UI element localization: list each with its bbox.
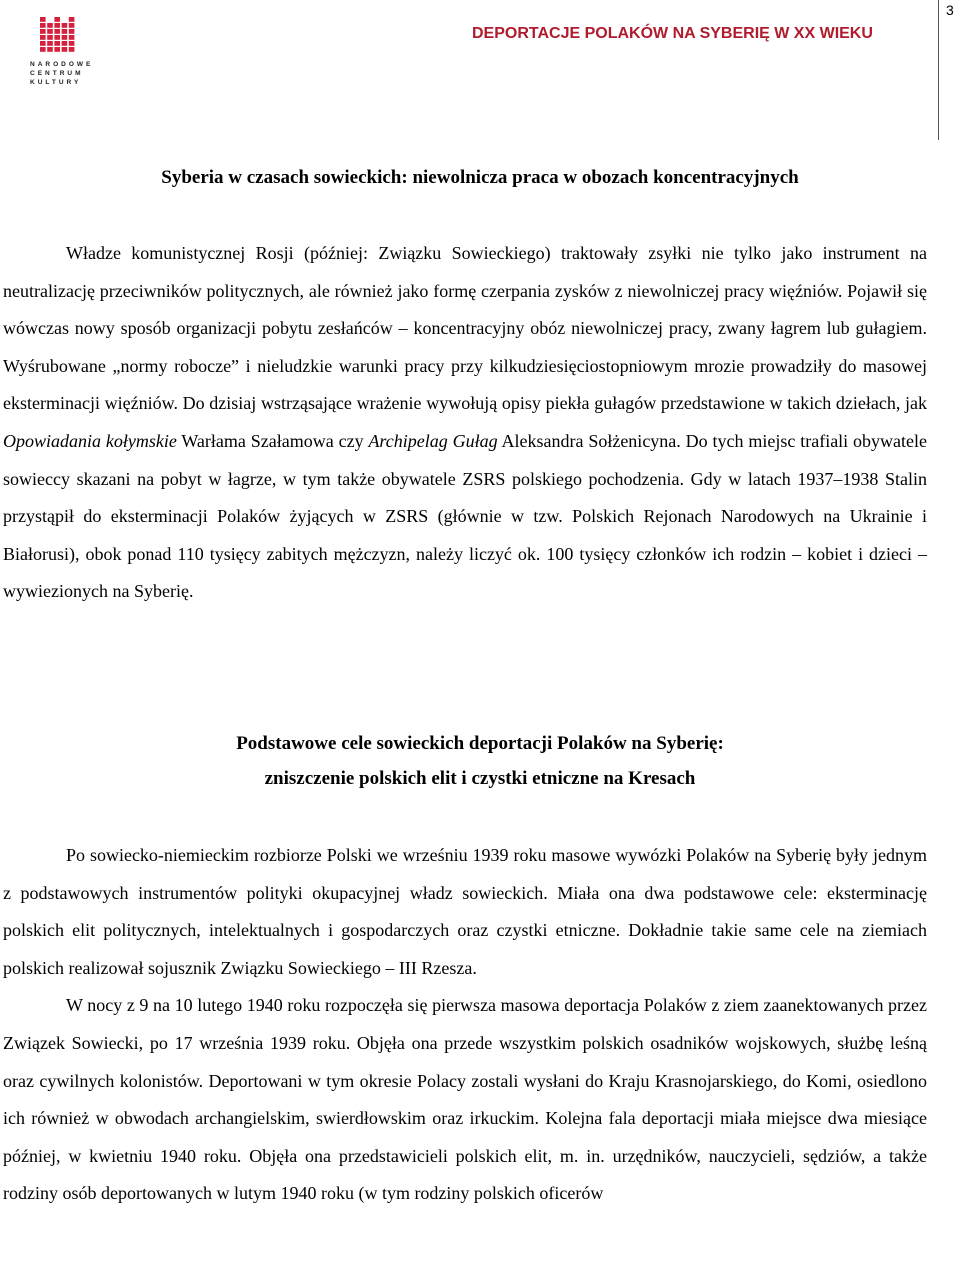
italic-title: Archipelag Gułag (368, 430, 498, 451)
section-body (3, 235, 927, 611)
logo-square (40, 47, 46, 52)
logo-square (47, 47, 53, 52)
logo-square (62, 29, 68, 34)
crown-logo-icon (36, 16, 80, 54)
logo-square (54, 47, 60, 52)
text-run: Po sowiecko-niemieckim rozbiorze Polski we wrześniu 1939 roku masowe wywózki Polaków na Syberię były jednym z podstawowych instrumentów polityki okupacyjnej władz sowieckich. Miała ona dwa podstawowe cele: eksterminację polskich elit politycznych, intelektualnych i gospodarczych oraz czystki etniczne. Dokładnie takie same cele na ziemiach polskich realizował sojusznik Związku Sowieckiego – III Rzesza. (3, 845, 927, 978)
logo-text-line: NARODOWE (30, 61, 94, 68)
logo-square (40, 35, 46, 40)
paragraph (3, 987, 927, 1213)
logo-square (40, 29, 46, 34)
logo-square (40, 17, 46, 22)
text-run: Władze komunistycznej Rosji (później: Związku Sowieckiego) traktowały zsyłki nie tylko jako instrument na neutralizację przeciwników politycznych, ale również jako formę czerpania zysków z niewolniczej pracy więźniów. Pojawił się wówczas nowy sposób organizacji pobytu zesłańców – koncentracyjny obóz niewolniczej pracy, zwany łagrem lub gułagiem. Wyśrubowane „normy robocze” i nieludzkie warunki pracy przy kilkudziesięciostopniowym mrozie prowadziły do masowej eksterminacji więźniów. Do dzisiaj wstrząsające wrażenie wywołują opisy piekła gułagów przedstawione w takich dziełach, jak (3, 243, 927, 414)
logo-square (47, 41, 53, 46)
logo-square (62, 47, 68, 52)
logo-square (62, 35, 68, 40)
logo-square (69, 35, 75, 40)
logo-square (54, 35, 60, 40)
logo-text-line: CENTRUM (30, 70, 84, 77)
section-body (3, 837, 927, 1213)
logo-square (47, 35, 53, 40)
nck-logo (30, 16, 94, 87)
logo-square (62, 23, 68, 28)
logo-square (69, 41, 75, 46)
section-heading-line2: zniszczenie polskich elit i czystki etniczne na Kresach (264, 768, 696, 789)
header-divider (938, 0, 939, 140)
logo-text-line: KULTURY (30, 79, 82, 86)
section-heading-line1: Podstawowe cele sowieckich deportacji Polaków na Syberię: (236, 733, 724, 754)
logo-square (54, 17, 60, 22)
logo-square (40, 41, 46, 46)
text-run: Warłama Szałamowa czy (176, 430, 369, 451)
page-number: 3 (946, 2, 954, 18)
section-heading: Syberia w czasach sowieckich: niewolnicza praca w obozach koncentracyjnych (161, 167, 799, 188)
logo-square (54, 23, 60, 28)
text-run: Aleksandra Sołżenicyna. Do tych miejsc trafiali obywatele sowieccy skazani na pobyt w łagrze, w tym także obywatele ZSRS polskiego pochodzenia. Gdy w latach 1937–1938 Stalin przystąpił do eksterminacji Polaków żyjących w ZSRS (głównie w tzw. Polskich Rejonach Narodowych na Ukrainie i Białorusi), obok ponad 110 tysięcy zabitych mężczyzn, należy liczyć ok. 100 tysięcy członków ich rodzin – kobiet i dzieci – wywiezionych na Syberię. (3, 430, 928, 602)
header-title: DEPORTACJE POLAKÓW NA SYBERIĘ W XX WIEKU (472, 25, 873, 42)
logo-square (54, 41, 60, 46)
logo-square (54, 29, 60, 34)
logo-square (69, 29, 75, 34)
page-header (0, 0, 960, 140)
italic-title: Opowiadania kołymskie (3, 430, 177, 451)
logo-square (62, 41, 68, 46)
logo-square (40, 23, 46, 28)
logo-square (47, 23, 53, 28)
logo-square (69, 47, 75, 52)
logo-square (69, 23, 75, 28)
text-run: W nocy z 9 na 10 lutego 1940 roku rozpoczęła się pierwsza masowa deportacja Polaków z ziem zaanektowanych przez Związek Sowiecki, po 17 września 1939 roku. Objęła ona przede wszystkim polskich osadników wojskowych, służbę leśną oraz cywilnych kolonistów. Deportowani w tym okresie Polacy zostali wysłani do Kraju Krasnojarskiego, do Komi, osiedlono ich również w obwodach archangielskim, swierdłowskim oraz irkuckim. Kolejna fala deportacji miała miejsce dwa miesiące później, w kwietniu 1940 roku. Objęła ona przedstawicieli polskich elit, m. in. urzędników, nauczycieli, sędziów, a także rodziny osób deportowanych w lutym 1940 roku (w tym rodziny polskich oficerów (3, 995, 927, 1204)
paragraph (3, 837, 927, 987)
paragraph (3, 235, 927, 611)
logo-square (47, 29, 53, 34)
logo-square (69, 17, 75, 22)
